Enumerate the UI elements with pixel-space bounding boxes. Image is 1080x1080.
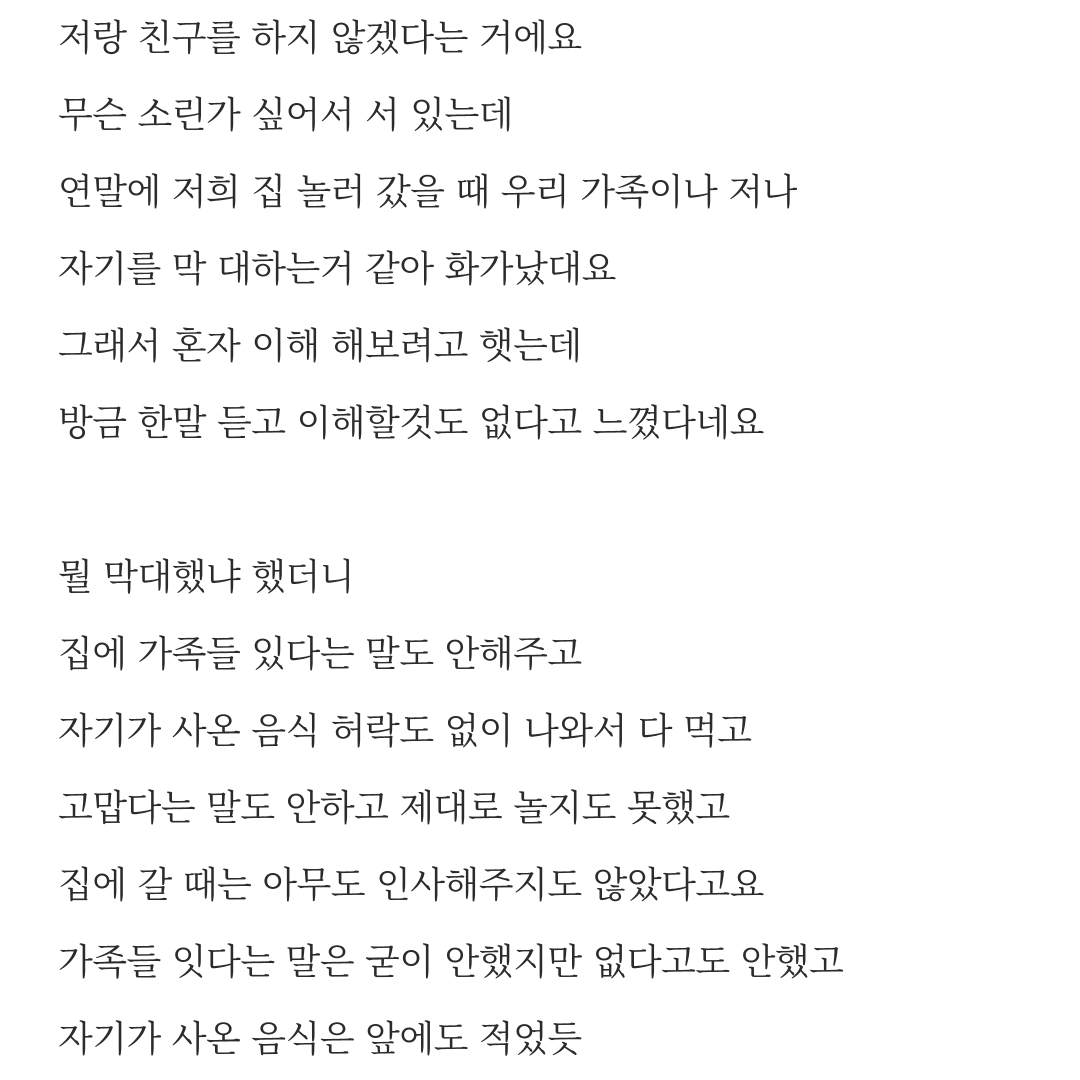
- text-line: 고맙다는 말도 안하고 제대로 놀지도 못했고: [58, 788, 730, 829]
- text-line: 연말에 저희 집 놀러 갔을 때 우리 가족이나 저나: [58, 172, 797, 213]
- text-line: 무슨 소린가 싶어서 서 있는데: [58, 95, 514, 136]
- text-line: 자기를 막 대하는거 같아 화가났대요: [58, 249, 616, 290]
- text-line: 집에 가족들 있다는 말도 안해주고: [58, 634, 582, 675]
- text-line: 뭘 막대했냐 했더니: [58, 557, 355, 598]
- message-text: [58, 0, 1058, 1078]
- text-line: 저랑 친구를 하지 않겠다는 거에요: [58, 18, 582, 59]
- paragraph-1: [58, 0, 1058, 462]
- text-line: 자기가 사온 음식은 앞에도 적었듯: [58, 1019, 582, 1060]
- text-line: 방금 한말 듣고 이해할것도 없다고 느꼈다네요: [58, 403, 764, 444]
- text-line: 자기가 사온 음식 허락도 없이 나와서 다 먹고: [58, 711, 752, 752]
- paragraph-2: [58, 539, 1058, 1078]
- text-line: 그래서 혼자 이해 해보려고 햇는데: [58, 326, 582, 367]
- text-line: 가족들 잇다는 말은 굳이 안했지만 없다고도 안했고: [58, 942, 844, 983]
- paragraph-break: [58, 462, 1058, 539]
- text-line: 집에 갈 때는 아무도 인사해주지도 않았다고요: [58, 865, 764, 906]
